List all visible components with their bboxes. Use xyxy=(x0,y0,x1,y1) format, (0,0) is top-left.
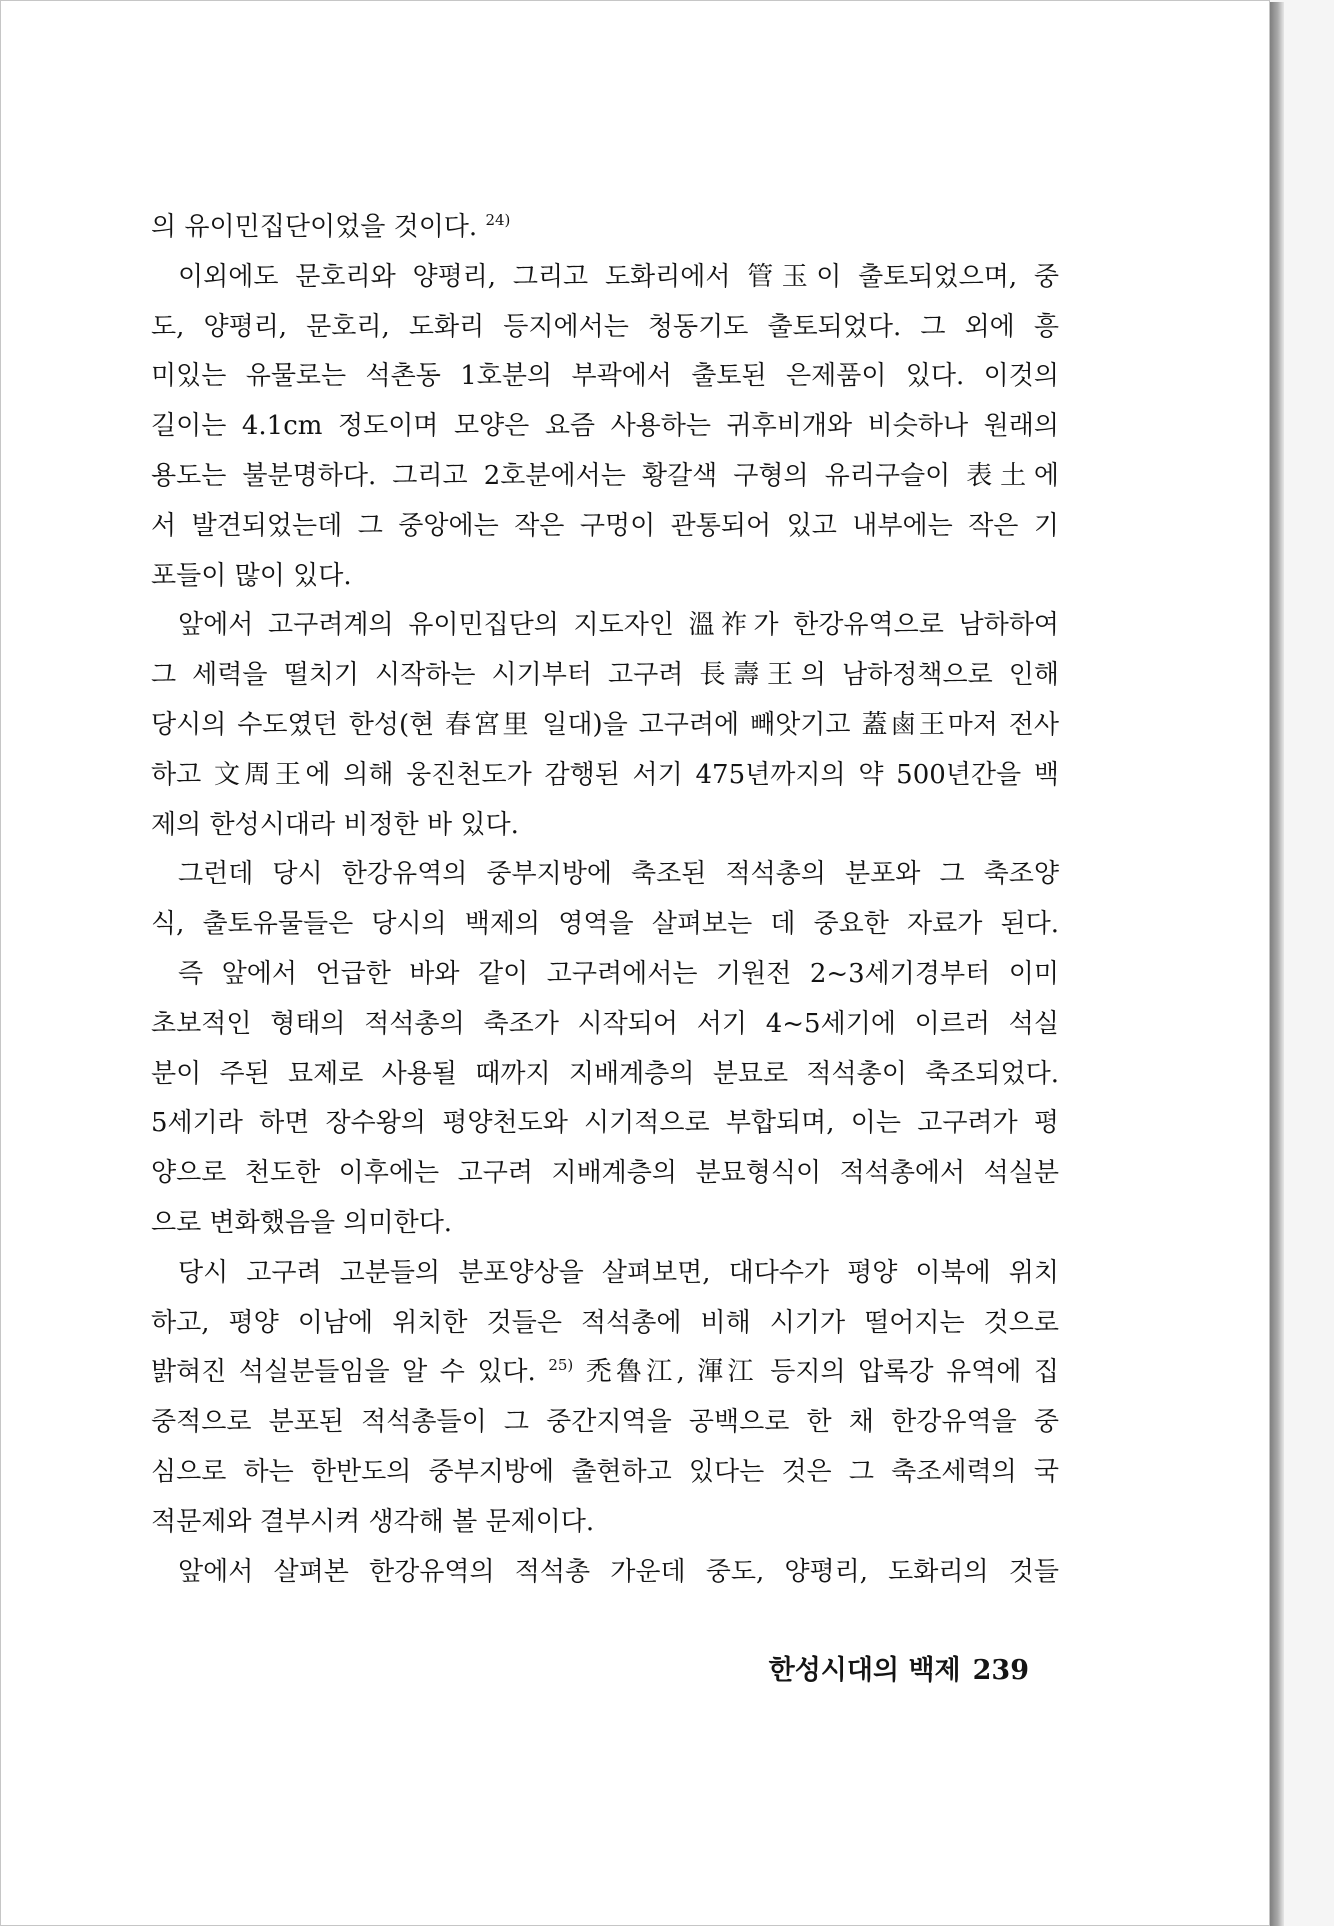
text-line: 앞에서 살펴본 한강유역의 적석총 가운데 중도, 양평리, 도화리의 것들 xyxy=(178,1556,1059,1587)
text-line: 그 세력을 떨치기 시작하는 시기부터 고구려 長壽王의 남하정책으로 인해 xyxy=(151,660,1059,691)
running-title: 한성시대의 백제 xyxy=(768,1655,961,1686)
text-line: 적문제와 결부시켜 생각해 볼 문제이다. xyxy=(151,1506,595,1537)
paragraph xyxy=(151,950,1059,1249)
line-text: 禿魯江, 渾江 등지의 압록강 유역에 집 xyxy=(585,1357,1059,1388)
paragraph xyxy=(151,1548,1059,1598)
text-line xyxy=(151,1348,1059,1398)
text-line: 제의 한성시대라 비정한 바 있다. xyxy=(151,809,519,840)
text-line: 식, 출토유물들은 당시의 백제의 영역을 살펴보는 데 중요한 자료가 된다. xyxy=(151,909,1059,940)
text-line xyxy=(151,203,1059,253)
body-text xyxy=(151,203,1059,1597)
running-footer xyxy=(1,1649,1029,1693)
text-line: 포들이 많이 있다. xyxy=(151,560,352,591)
text-line: 5세기라 하면 장수왕의 평양천도와 시기적으로 부합되며, 이는 고구려가 평 xyxy=(151,1108,1059,1139)
text-line: 중적으로 분포된 적석총들이 그 중간지역을 공백으로 한 채 한강유역을 중 xyxy=(151,1407,1059,1438)
footnote-ref: 24) xyxy=(485,211,511,229)
line-text: 의 유이민집단이었을 것이다. xyxy=(151,212,478,242)
page-number: 239 xyxy=(972,1655,1029,1686)
text-line: 하고 文周王에 의해 웅진천도가 감행된 서기 475년까지의 약 500년간을 백 xyxy=(151,759,1059,790)
text-line: 당시의 수도였던 한성(현 春宮里 일대)을 고구려에 빼앗기고 蓋鹵王마저 전사 xyxy=(151,709,1059,740)
paragraph xyxy=(151,253,1059,602)
paragraph xyxy=(151,601,1059,850)
text-line: 도, 양평리, 문호리, 도화리 등지에서는 청동기도 출토되었다. 그 외에 흥 xyxy=(151,311,1059,342)
paragraph xyxy=(151,203,1059,253)
text-line: 즉 앞에서 언급한 바와 같이 고구려에서는 기원전 2~3세기경부터 이미 xyxy=(178,958,1059,989)
paragraph xyxy=(151,850,1059,950)
text-line: 용도는 불분명하다. 그리고 2호분에서는 황갈색 구형의 유리구슬이 表土에 xyxy=(151,460,1059,491)
text-line: 하고, 평양 이남에 위치한 것들은 적석총에 비해 시기가 떨어지는 것으로 xyxy=(151,1307,1059,1338)
text-line: 미있는 유물로는 석촌동 1호분의 부곽에서 출토된 은제품이 있다. 이것의 xyxy=(151,361,1059,392)
footnote-ref: 25) xyxy=(548,1356,574,1375)
text-line: 초보적인 형태의 적석총의 축조가 시작되어 서기 4~5세기에 이르러 석실 xyxy=(151,1008,1059,1039)
text-line: 당시 고구려 고분들의 분포양상을 살펴보면, 대다수가 평양 이북에 위치 xyxy=(178,1257,1059,1288)
page-edge-shadow xyxy=(1270,2,1284,1926)
text-line: 길이는 4.1cm 정도이며 모양은 요즘 사용하는 귀후비개와 비슷하나 원래의 xyxy=(151,411,1059,442)
text-line: 분이 주된 묘제로 사용될 때까지 지배계층의 분묘로 적석총이 축조되었다. xyxy=(151,1058,1059,1089)
text-line: 이외에도 문호리와 양평리, 그리고 도화리에서 管玉이 출토되었으며, 중 xyxy=(178,261,1059,292)
text-line: 심으로 하는 한반도의 중부지방에 출현하고 있다는 것은 그 축조세력의 국 xyxy=(151,1456,1059,1487)
text-line: 양으로 천도한 이후에는 고구려 지배계층의 분묘형식이 적석총에서 석실분 xyxy=(151,1158,1059,1189)
text-line: 앞에서 고구려계의 유이민집단의 지도자인 溫祚가 한강유역으로 남하하여 xyxy=(178,610,1059,641)
text-line: 그런데 당시 한강유역의 중부지방에 축조된 적석총의 분포와 그 축조양 xyxy=(178,859,1059,890)
line-text: 밝혀진 석실분들임을 알 수 있다. xyxy=(151,1357,536,1388)
text-line: 으로 변화했음을 의미한다. xyxy=(151,1207,453,1238)
text-line: 서 발견되었는데 그 중앙에는 작은 구멍이 관통되어 있고 내부에는 작은 기 xyxy=(151,510,1059,541)
paragraph xyxy=(151,1249,1059,1548)
